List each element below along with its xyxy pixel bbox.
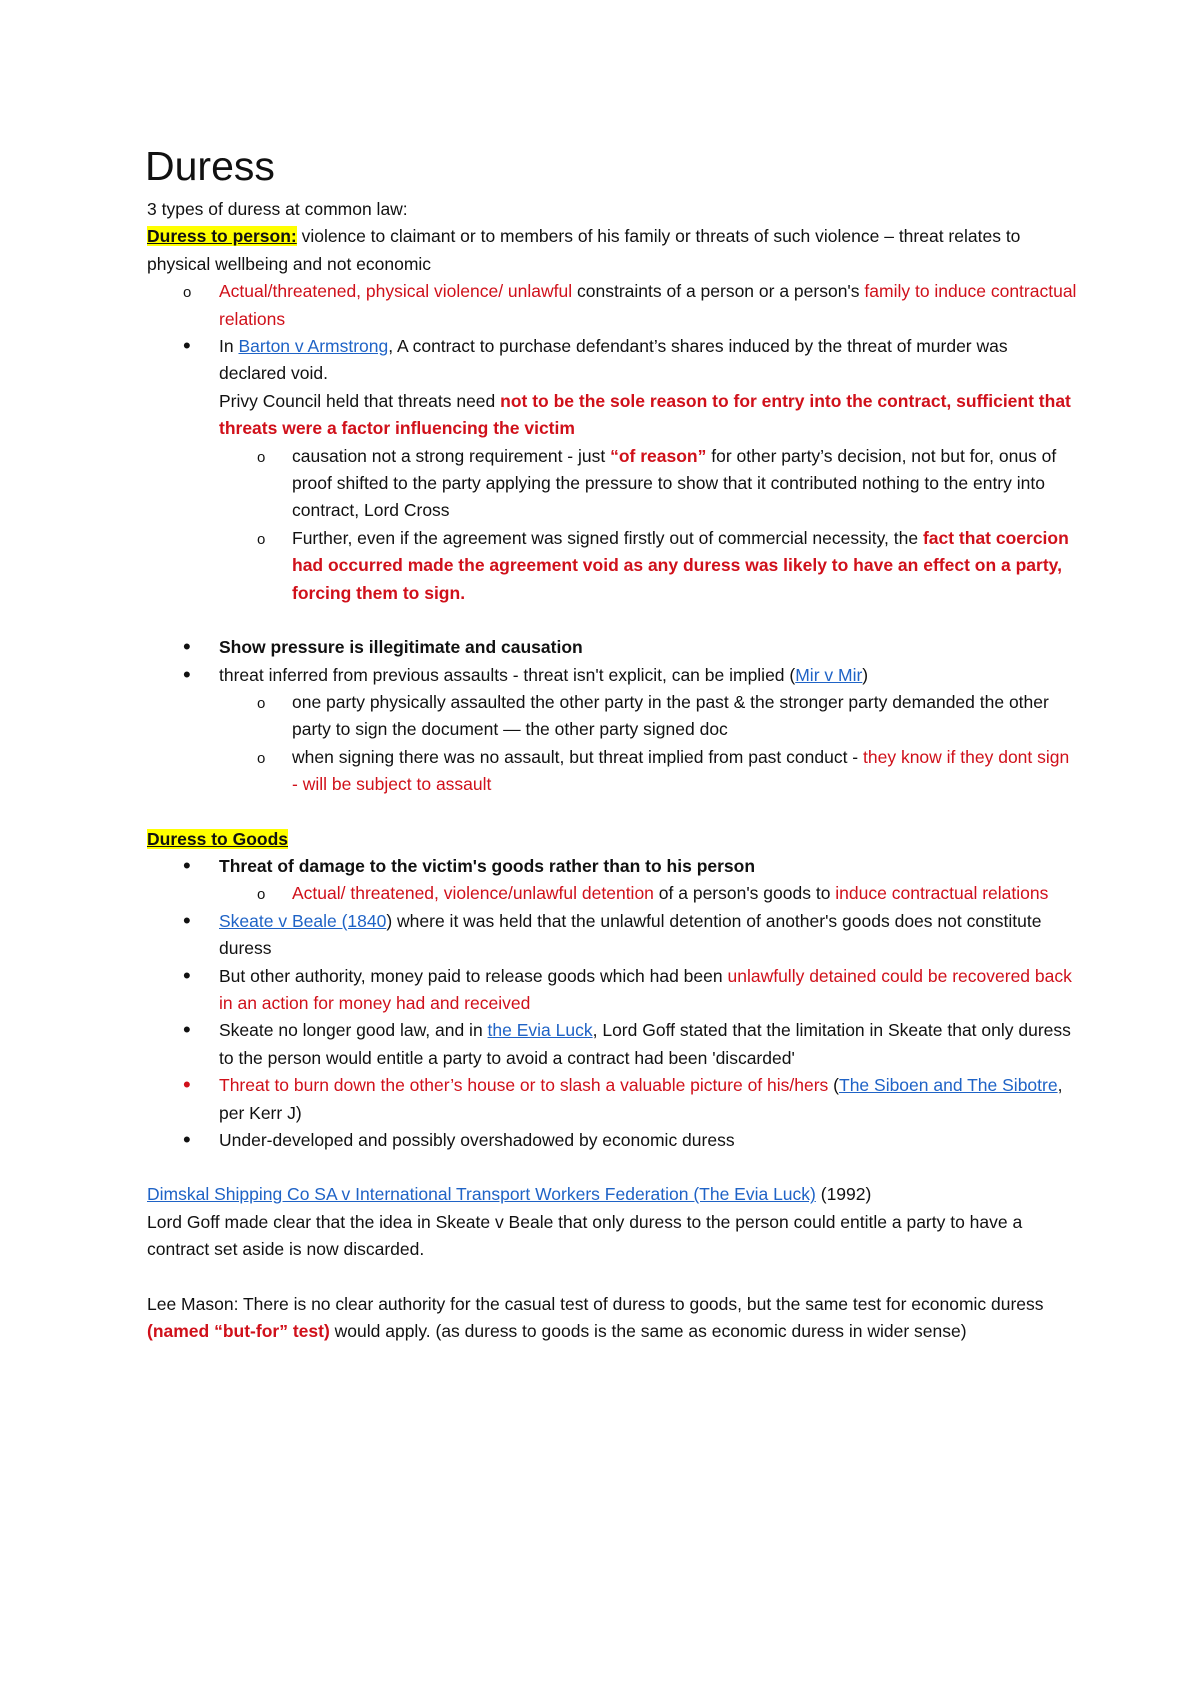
list-item: • Skeate v Beale (1840) where it was held that the unlawful detention of another's goods does not constitute duress [147, 908, 1077, 963]
evia-luck-link[interactable]: the Evia Luck [487, 1020, 593, 1041]
list-item: o Actual/ threatened, violence/unlawful detention of a person's goods to induce contractual relations [147, 880, 1077, 907]
list-item: • Threat to burn down the other’s house or to slash a valuable picture of his/hers (The Siboen and The Sibotre, per Kerr J) [147, 1072, 1077, 1127]
bullet-icon [183, 1072, 191, 1101]
bullet-icon [183, 1017, 191, 1046]
duress-to-goods-heading: Duress to Goods [147, 828, 288, 849]
list-item: o Further, even if the agreement was signed firstly out of commercial necessity, the fact that coercion had occurred made the agreement void as any duress was likely to have an effect on a party, forcing them to sign. [147, 525, 1077, 607]
list-item: o when signing there was no assault, but threat implied from past conduct - they know if they dont sign - will be subject to assault [147, 744, 1077, 799]
duress-to-goods-paragraph [147, 826, 1077, 853]
bullet-icon [183, 634, 191, 663]
dimskal-paragraph: Dimskal Shipping Co SA v International Transport Workers Federation (The Evia Luck) (1992) Lord Goff made clear that the idea in Skeate v Beale that only duress to the person could entitle a party to have a contract set aside is now discarded. [147, 1184, 1023, 1260]
list-item: o one party physically assaulted the other party in the past & the stronger party demanded the other party to sign the document — the other party signed doc [147, 689, 1077, 744]
list-item: • threat inferred from previous assaults - threat isn't explicit, can be implied (Mir v Mir) [147, 662, 1077, 689]
bullet-icon [183, 333, 191, 362]
bullet-icon [183, 963, 191, 992]
circle-bullet-icon [257, 689, 265, 717]
document-page [147, 140, 1077, 1345]
circle-bullet-icon [257, 525, 265, 553]
siboen-sibotre-link[interactable]: The Siboen and The Sibotre [839, 1075, 1058, 1096]
list-item: o Actual/threatened, physical violence/ unlawful constraints of a person or a person's family to induce contractual relations [147, 278, 1077, 333]
bullet-icon [183, 1127, 191, 1156]
circle-bullet-icon [257, 880, 265, 908]
list-item: • But other authority, money paid to release goods which had been unlawfully detained could be recovered back in an action for money had and received [147, 963, 1077, 1018]
lee-mason-paragraph: Lee Mason: There is no clear authority for the casual test of duress to goods, but the same test for economic duress (named “but-for” test) would apply. (as duress to goods is the same as economic duress in wider sense) [147, 1293, 1044, 1342]
skeate-v-beale-link[interactable]: Skeate v Beale (1840 [219, 910, 387, 931]
dimskal-link[interactable]: Dimskal Shipping Co SA v International Transport Workers Federation (The Evia Luck) [147, 1184, 816, 1205]
barton-v-armstrong-link[interactable]: Barton v Armstrong [238, 336, 389, 357]
duress-to-person-heading: Duress to person: [147, 226, 297, 247]
list-item: • Skeate no longer good law, and in the Evia Luck, Lord Goff stated that the limitation in Skeate that only duress to the person would entitle a party to avoid a contract had been 'discarded' [147, 1017, 1077, 1072]
bullet-icon [183, 908, 191, 937]
intro-text: 3 types of duress at common law: [147, 199, 408, 219]
list-item: • In Barton v Armstrong, A contract to purchase defendant’s shares induced by the threat of murder was declared void. Privy Council held that threats need not to be the sole reason to for entry into the contract, sufficient that threats were a factor influencing the victim [147, 333, 1077, 443]
circle-bullet-icon [257, 744, 265, 772]
page-title: Duress [145, 143, 275, 189]
duress-to-person-desc: violence to claimant or to members of his family or threats of such violence – threat relates to physical wellbeing and not economic [147, 226, 1021, 274]
bullet-icon [183, 853, 191, 882]
list-item: • Under-developed and possibly overshadowed by economic duress [147, 1127, 1077, 1154]
list-item: • Threat of damage to the victim's goods rather than to his person [147, 853, 1077, 880]
bullet-icon [183, 662, 191, 691]
circle-bullet-icon [183, 278, 191, 306]
list-item: • Show pressure is illegitimate and causation [147, 634, 1077, 661]
circle-bullet-icon [257, 443, 265, 471]
list-item: o causation not a strong requirement - just “of reason” for other party’s decision, not but for, onus of proof shifted to the party applying the pressure to show that it contributed nothing to the entry into contract, Lord Cross [147, 443, 1077, 525]
duress-to-person-paragraph [147, 223, 1077, 278]
mir-v-mir-link[interactable]: Mir v Mir [795, 664, 863, 685]
